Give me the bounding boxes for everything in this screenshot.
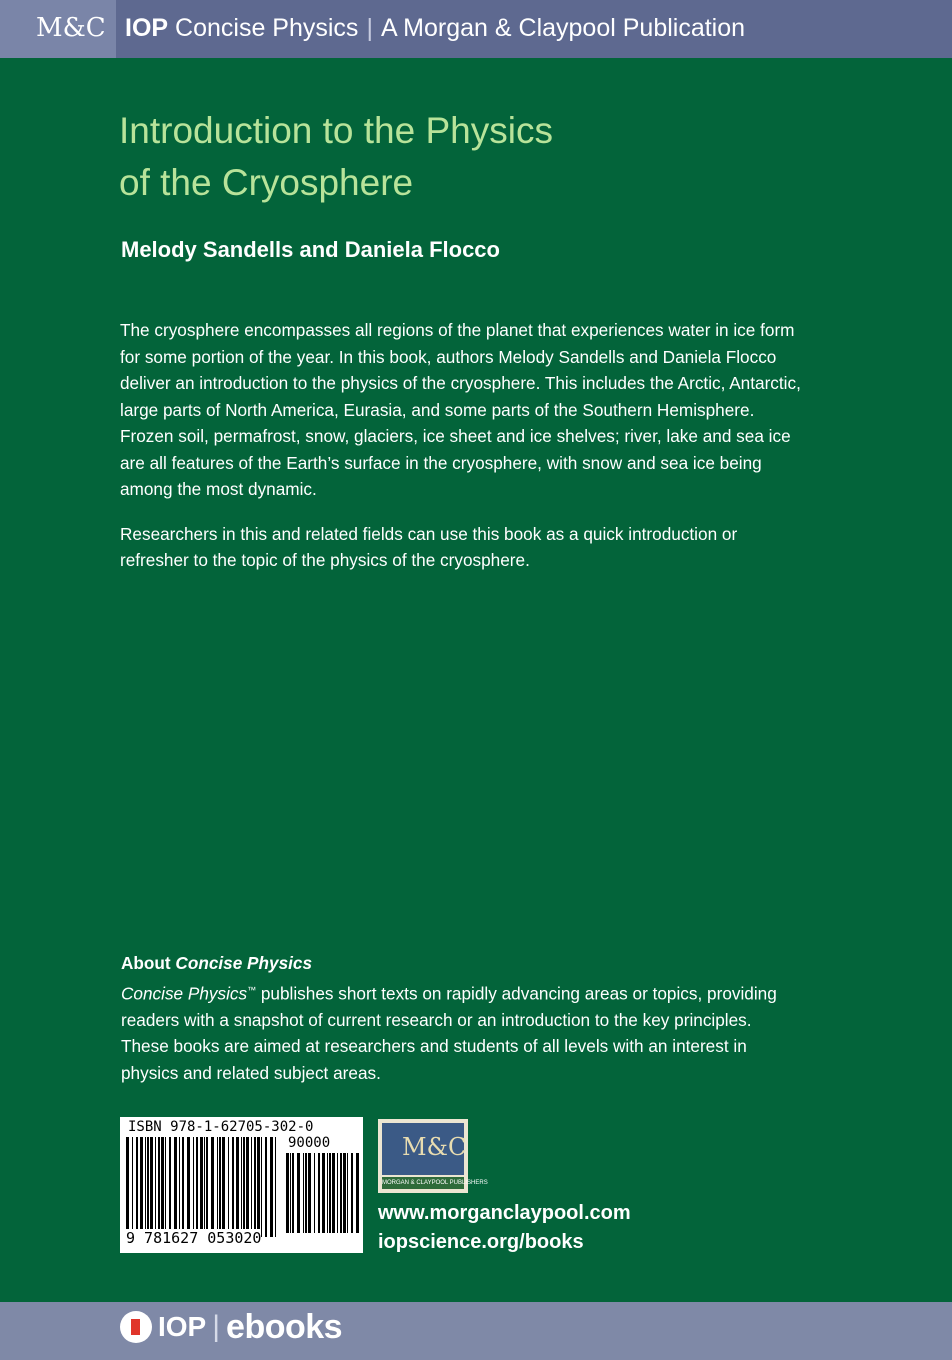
mc-logo-icon: M&C [36, 13, 106, 43]
series-prefix: IOP [125, 14, 169, 42]
about-heading-prefix: About [121, 953, 176, 973]
publisher-logo-tile [0, 0, 116, 58]
description-paragraph: The cryosphere encompasses all regions of the planet that experiences water in ice form for some portion of the year. In this book, authors Melody Sandells and Daniela Flocco deliver an introduction to the physics of the cryosphere. This includes the Arctic, Antarctic, large parts of North America, Eurasia, and some parts of the Southern Hemisphere. Frozen soil, permafrost, snow, glaciers, ice sheet and ice shelves; river, lake and sea ice are all features of the Earth’s surface in the cryosphere, with snow and sea ice being among the most dynamic. [120, 320, 801, 499]
logo-caption: MORGAN & CLAYPOOL PUBLISHERS [382, 1177, 464, 1189]
authors: Melody Sandells and Daniela Flocco [121, 237, 500, 262]
series-line [125, 14, 745, 43]
price-code: 90000 [288, 1135, 331, 1151]
morgan-claypool-logo [378, 1119, 488, 1193]
footer-iop: IOP [158, 1311, 207, 1342]
about-heading-series: Concise Physics [175, 953, 313, 973]
footer-ebooks: ebooks [226, 1307, 343, 1346]
about-series [121, 950, 801, 1086]
logo-panel [382, 1123, 467, 1175]
series-name: Concise Physics [175, 14, 359, 42]
isbn-barcode [120, 1117, 363, 1253]
book-description [120, 317, 810, 592]
trademark-mark: ™ [247, 984, 257, 995]
isbn-label: ISBN 978-1-62705-302-0 [128, 1119, 314, 1135]
book-title [119, 105, 819, 209]
book-title-line2: of the Cryosphere [119, 162, 414, 203]
about-body: publishes short texts on rapidly advancing areas or topics, providing readers with a snapshot of current research or an introduction to the key principles. These books are aimed at researchers and students of all levels with an interest in physics and related subject areas. [121, 983, 777, 1083]
footer-separator: | [212, 1310, 221, 1343]
mc-monogram-icon: M&C [402, 1133, 467, 1161]
publication-label: A Morgan & Claypool Publication [380, 14, 746, 42]
series-separator: | [366, 14, 373, 42]
publisher-url[interactable]: www.morganclaypool.com [378, 1202, 631, 1224]
description-paragraph: Researchers in this and related fields can use this book as a quick introduction or refresher to the topic of the physics of the cryosphere. [120, 523, 738, 570]
about-heading [121, 950, 801, 977]
about-text [121, 977, 801, 1087]
iop-ebooks-logo [120, 1307, 342, 1347]
iopscience-url[interactable]: iopscience.org/books [378, 1231, 584, 1253]
iop-circle-icon [120, 1311, 152, 1343]
about-series-name: Concise Physics [121, 983, 248, 1004]
book-title-line1: Introduction to the Physics [119, 110, 553, 151]
isbn-digits: 9 781627 053020 [126, 1229, 262, 1247]
